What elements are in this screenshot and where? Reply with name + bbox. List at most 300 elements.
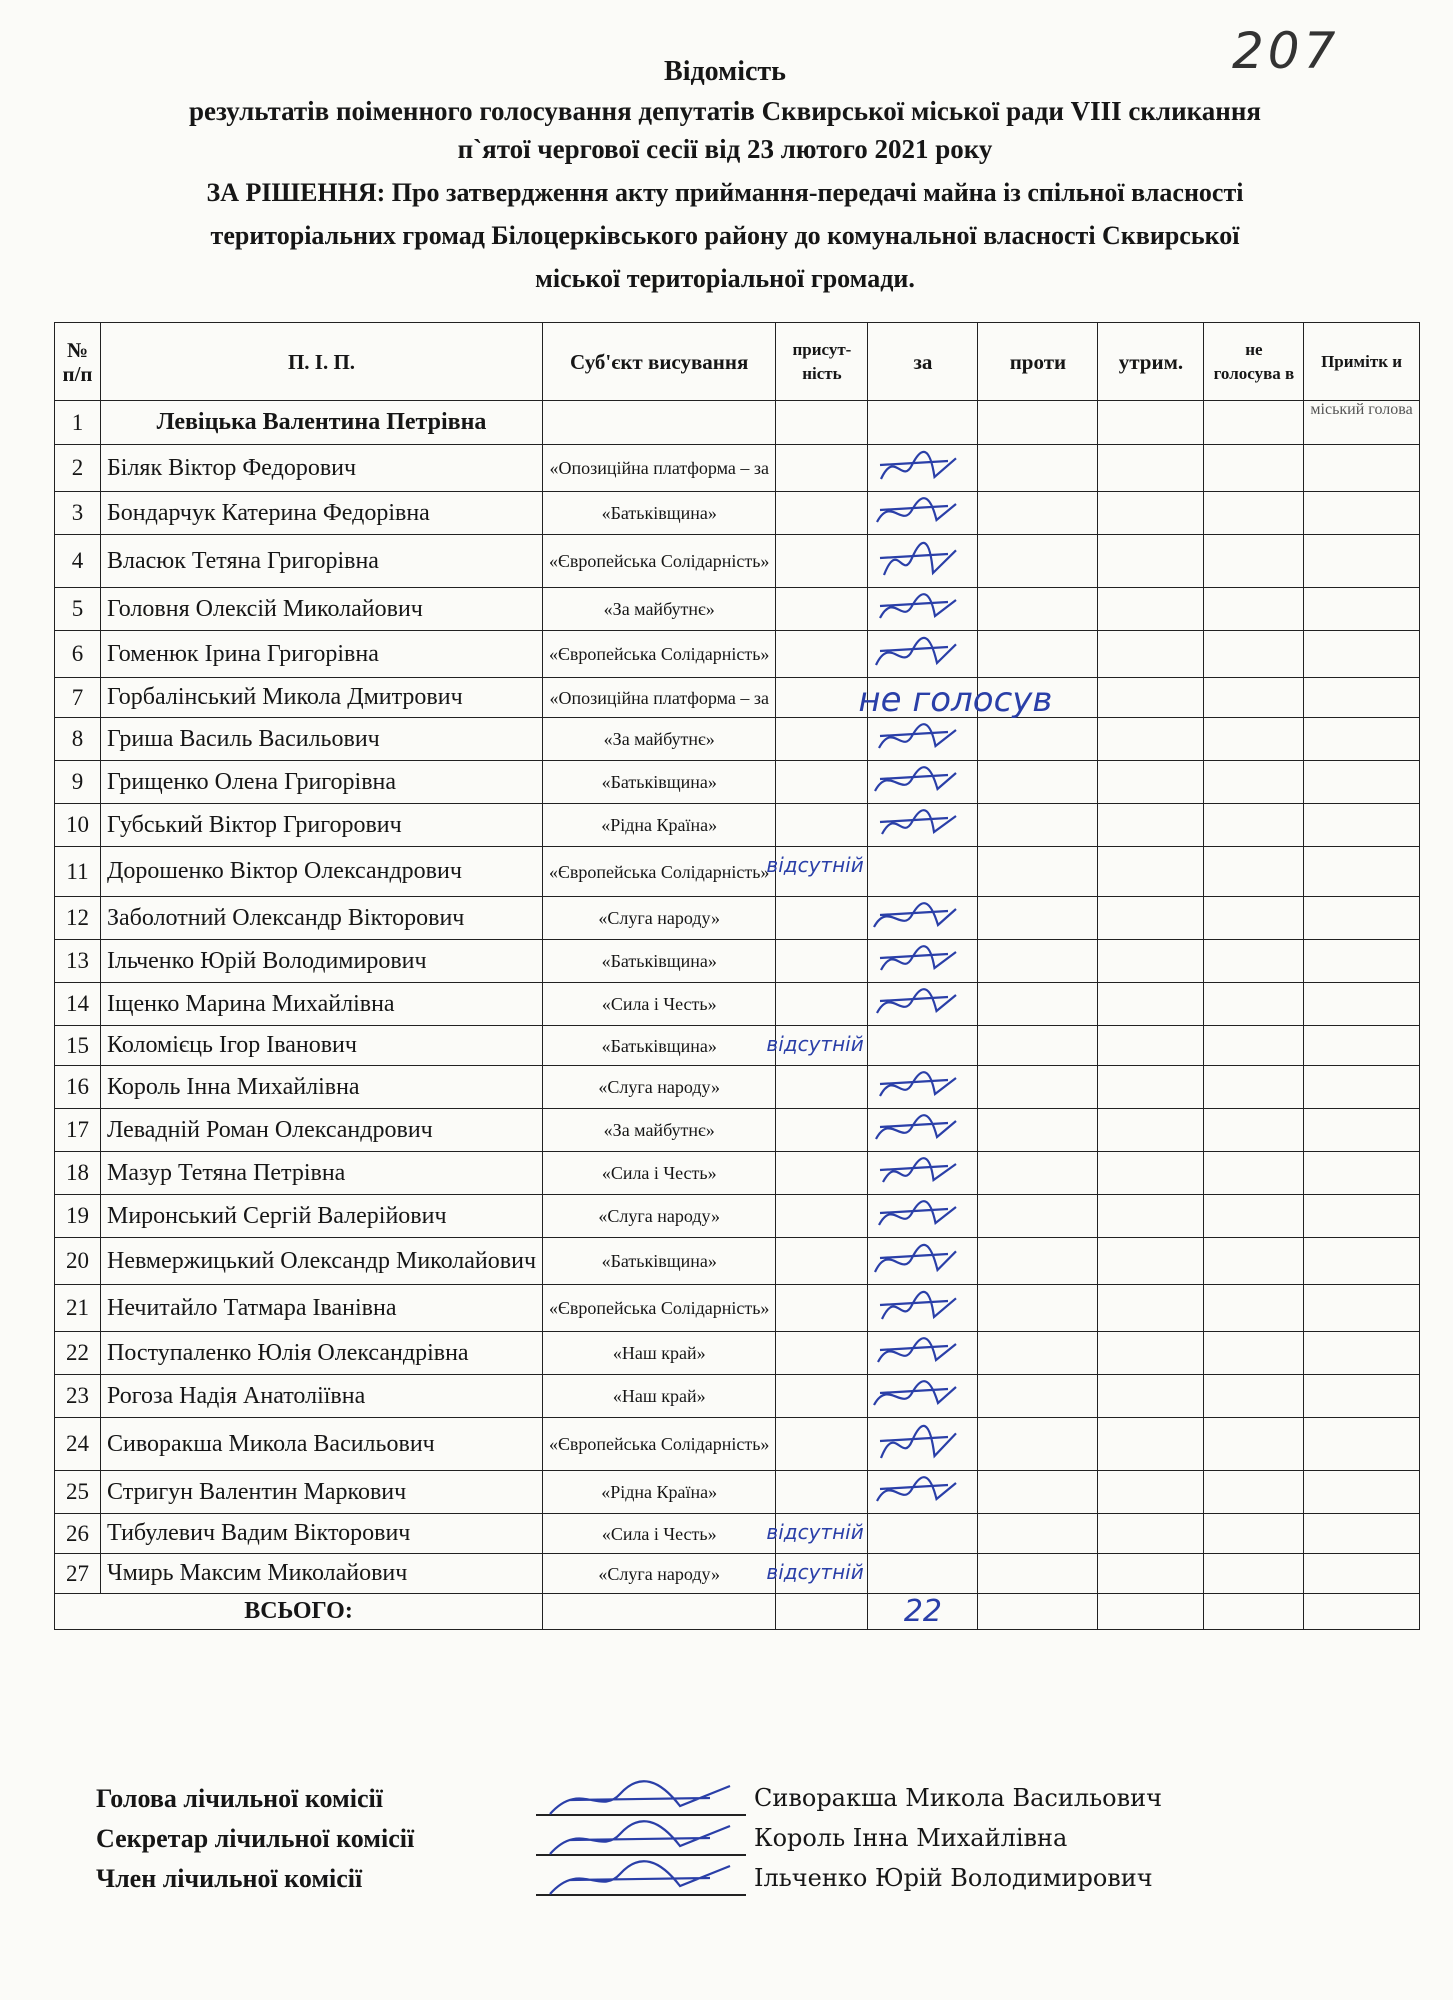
deputy-party: «Європейська Солідарність» — [543, 535, 776, 588]
commission-signature-scribble — [540, 1856, 740, 1902]
not-voted-cell — [1204, 445, 1304, 492]
handwritten-mark: відсутній — [766, 1032, 864, 1056]
for-cell — [868, 1152, 978, 1195]
for-cell — [868, 761, 978, 804]
signature-scribble — [868, 718, 968, 754]
row-number: 13 — [55, 940, 101, 983]
present-cell — [776, 588, 868, 631]
table-row — [55, 1238, 1420, 1285]
row-number: 14 — [55, 983, 101, 1026]
for-cell — [868, 535, 978, 588]
deputy-name: Левадній Роман Олександрович — [101, 1109, 543, 1152]
signature-scribble — [868, 1152, 968, 1188]
abstain-cell — [1098, 1066, 1204, 1109]
not-voted-cell — [1204, 847, 1304, 897]
deputy-name: Заболотний Олександр Вікторович — [101, 897, 543, 940]
note-cell — [1304, 1238, 1419, 1285]
signature-scribble — [868, 940, 968, 976]
row-number: 8 — [55, 718, 101, 761]
not-voted-cell — [1204, 588, 1304, 631]
note-cell — [1304, 1195, 1419, 1238]
row-number: 19 — [55, 1195, 101, 1238]
commission-member-name: Ільченко Юрій Володимирович — [754, 1864, 1153, 1892]
table-row — [55, 1026, 1420, 1066]
document-title: Відомість — [664, 56, 786, 87]
deputy-name: Головня Олексій Миколайович — [101, 588, 543, 631]
not-voted-cell — [1204, 535, 1304, 588]
present-cell — [776, 718, 868, 761]
for-cell — [868, 1026, 978, 1066]
against-cell — [978, 1375, 1098, 1418]
for-cell — [868, 940, 978, 983]
deputy-name: Левіцька Валентина Петрівна — [101, 401, 543, 445]
commission-row — [96, 1864, 1396, 1904]
deputy-party: «Батьківщина» — [543, 761, 776, 804]
note-cell — [1304, 847, 1419, 897]
row-number: 11 — [55, 847, 101, 897]
commission-member-name: Король Інна Михайлівна — [754, 1824, 1068, 1852]
not-voted-cell — [1204, 940, 1304, 983]
abstain-cell — [1098, 897, 1204, 940]
note-cell — [1304, 1109, 1419, 1152]
commission-signatures — [96, 1784, 1396, 1904]
total-not-voted-cell — [1204, 1594, 1304, 1630]
for-cell — [868, 1418, 978, 1471]
signature-scribble — [868, 631, 968, 671]
abstain-cell — [1098, 804, 1204, 847]
not-voted-cell — [1204, 1109, 1304, 1152]
for-cell — [868, 718, 978, 761]
header-line-2: п`ятої чергової сесії від 23 лютого 2021 року — [457, 134, 993, 164]
present-cell — [776, 492, 868, 535]
table-row — [55, 1418, 1420, 1471]
table-row — [55, 1554, 1420, 1594]
deputy-name: Бондарчук Катерина Федорівна — [101, 492, 543, 535]
abstain-cell — [1098, 445, 1204, 492]
deputy-party: «Сила і Честь» — [543, 1514, 776, 1554]
deputy-name: Чмирь Максим Миколайович — [101, 1554, 543, 1594]
deputy-name: Рогоза Надія Анатоліївна — [101, 1375, 543, 1418]
abstain-cell — [1098, 1418, 1204, 1471]
against-cell — [978, 718, 1098, 761]
deputy-party: «За майбутнє» — [543, 588, 776, 631]
present-cell — [776, 761, 868, 804]
table-row — [55, 804, 1420, 847]
row-number: 23 — [55, 1375, 101, 1418]
present-cell — [776, 1066, 868, 1109]
not-voted-cell — [1204, 1471, 1304, 1514]
col-present: присут-ність — [776, 323, 868, 401]
handwritten-mark: відсутній — [766, 1560, 864, 1584]
page-number: 207 — [1232, 22, 1340, 80]
table-row — [55, 1375, 1420, 1418]
present-cell — [776, 1285, 868, 1332]
table-row — [55, 631, 1420, 678]
present-cell — [776, 1332, 868, 1375]
note-cell — [1304, 1332, 1419, 1375]
deputy-party: «Опозиційна платформа – за — [543, 678, 776, 718]
abstain-cell — [1098, 535, 1204, 588]
note-cell — [1304, 631, 1419, 678]
handwritten-mark: відсутній — [766, 1520, 864, 1544]
for-cell — [868, 588, 978, 631]
signature-scribble — [868, 1109, 968, 1145]
document-header — [60, 52, 1390, 297]
abstain-cell — [1098, 761, 1204, 804]
table-row — [55, 1152, 1420, 1195]
row-number: 25 — [55, 1471, 101, 1514]
abstain-cell — [1098, 401, 1204, 445]
deputy-party: «Батьківщина» — [543, 940, 776, 983]
present-cell — [776, 631, 868, 678]
table-row — [55, 535, 1420, 588]
total-abstain-cell — [1098, 1594, 1204, 1630]
abstain-cell — [1098, 940, 1204, 983]
deputy-name: Грищенко Олена Григорівна — [101, 761, 543, 804]
against-cell — [978, 1238, 1098, 1285]
present-cell — [766, 1554, 868, 1594]
present-cell — [766, 847, 868, 897]
table-row — [55, 983, 1420, 1026]
deputy-name: Дорошенко Віктор Олександрович — [101, 847, 543, 897]
deputy-name: Мазур Тетяна Петрівна — [101, 1152, 543, 1195]
abstain-cell — [1098, 983, 1204, 1026]
against-cell — [978, 1066, 1098, 1109]
for-cell — [868, 983, 978, 1026]
table-row — [55, 445, 1420, 492]
against-cell — [978, 1285, 1098, 1332]
table-row — [55, 897, 1420, 940]
against-cell — [978, 445, 1098, 492]
row-number: 9 — [55, 761, 101, 804]
present-cell — [776, 1471, 868, 1514]
total-label: ВСЬОГО: — [55, 1594, 543, 1630]
note-cell — [1304, 1285, 1419, 1332]
abstain-cell — [1098, 1195, 1204, 1238]
row-number: 2 — [55, 445, 101, 492]
row-number: 21 — [55, 1285, 101, 1332]
present-cell — [776, 678, 868, 718]
not-voted-cell — [1204, 1026, 1304, 1066]
signature-scribble — [868, 1195, 968, 1231]
row-number: 16 — [55, 1066, 101, 1109]
commission-row — [96, 1784, 1396, 1824]
present-cell — [766, 1026, 868, 1066]
row-number: 22 — [55, 1332, 101, 1375]
deputy-name: Гриша Василь Васильович — [101, 718, 543, 761]
not-voted-cell — [1204, 401, 1304, 445]
deputy-party: «За майбутнє» — [543, 718, 776, 761]
col-num: № п/п — [55, 323, 101, 401]
present-cell — [776, 1375, 868, 1418]
deputy-name: Нечитайло Татмара Іванівна — [101, 1285, 543, 1332]
col-name: П. І. П. — [101, 323, 543, 401]
not-voted-cell — [1204, 1418, 1304, 1471]
row-number: 10 — [55, 804, 101, 847]
table-row — [55, 492, 1420, 535]
note-cell — [1304, 1471, 1419, 1514]
total-row — [55, 1594, 1420, 1630]
abstain-cell — [1098, 1332, 1204, 1375]
commission-role: Секретар лічильної комісії — [96, 1824, 415, 1853]
row-number: 5 — [55, 588, 101, 631]
not-voted-cell — [1204, 761, 1304, 804]
deputy-party: «Рідна Країна» — [543, 1471, 776, 1514]
for-cell — [868, 1332, 978, 1375]
abstain-cell — [1098, 678, 1204, 718]
for-cell — [868, 1238, 978, 1285]
row-number: 24 — [55, 1418, 101, 1471]
not-voted-cell — [1204, 1554, 1304, 1594]
deputy-party: «Європейська Солідарність» — [543, 1418, 776, 1471]
row-note: міський голова — [1304, 401, 1419, 445]
not-voted-cell — [1204, 1285, 1304, 1332]
deputy-name: Губський Віктор Григорович — [101, 804, 543, 847]
deputy-party: «Слуга народу» — [543, 1554, 776, 1594]
row-number: 17 — [55, 1109, 101, 1152]
deputy-party: «Сила і Честь» — [543, 983, 776, 1026]
row-number: 7 — [55, 678, 101, 718]
signature-scribble — [868, 1471, 968, 1507]
note-cell — [1304, 492, 1419, 535]
present-cell — [776, 983, 868, 1026]
present-cell — [776, 940, 868, 983]
table-row — [55, 761, 1420, 804]
against-cell — [978, 1026, 1098, 1066]
against-cell — [978, 761, 1098, 804]
not-voted-cell — [1204, 1152, 1304, 1195]
against-cell — [978, 1418, 1098, 1471]
signature-scribble — [868, 761, 968, 797]
for-cell — [868, 847, 978, 897]
against-cell — [978, 1471, 1098, 1514]
signature-scribble — [868, 1238, 968, 1278]
for-cell — [868, 401, 978, 445]
signature-scribble — [868, 535, 968, 581]
table-row — [55, 847, 1420, 897]
col-note: Примітк и — [1304, 323, 1419, 401]
deputy-party: «Наш край» — [543, 1332, 776, 1375]
total-against-cell — [978, 1594, 1098, 1630]
against-cell — [978, 1109, 1098, 1152]
deputy-name: Тибулевич Вадим Вікторович — [101, 1514, 543, 1554]
table-row — [55, 401, 1420, 445]
total-present-cell — [776, 1594, 868, 1630]
deputy-name: Біляк Віктор Федорович — [101, 445, 543, 492]
abstain-cell — [1098, 1238, 1204, 1285]
col-abstain: утрим. — [1098, 323, 1204, 401]
present-cell — [776, 401, 868, 445]
for-cell — [868, 1285, 978, 1332]
table-header-row — [55, 323, 1420, 401]
not-voted-cell — [1204, 804, 1304, 847]
against-cell — [978, 492, 1098, 535]
against-cell — [978, 1332, 1098, 1375]
deputy-party: «Європейська Солідарність» — [543, 847, 776, 897]
decision-line-3: міської територіальної громади. — [535, 264, 915, 293]
deputy-party: «За майбутнє» — [543, 1109, 776, 1152]
present-cell — [776, 804, 868, 847]
abstain-cell — [1098, 1285, 1204, 1332]
note-cell — [1304, 1026, 1419, 1066]
deputy-name: Ільченко Юрій Володимирович — [101, 940, 543, 983]
abstain-cell — [1098, 492, 1204, 535]
abstain-cell — [1098, 1026, 1204, 1066]
for-cell — [858, 678, 1053, 720]
table-row — [55, 1332, 1420, 1375]
for-cell — [868, 1471, 978, 1514]
row-number: 26 — [55, 1514, 101, 1554]
not-voted-cell — [1204, 1066, 1304, 1109]
table-row — [55, 1195, 1420, 1238]
note-cell — [1304, 1375, 1419, 1418]
deputy-name: Власюк Тетяна Григорівна — [101, 535, 543, 588]
present-cell — [776, 535, 868, 588]
signature-scribble — [868, 1418, 968, 1464]
total-party-cell — [543, 1594, 776, 1630]
row-number: 20 — [55, 1238, 101, 1285]
present-cell — [776, 1152, 868, 1195]
commission-member-name: Сиворакша Микола Васильович — [754, 1784, 1162, 1812]
signature-scribble — [868, 492, 968, 528]
against-cell — [978, 535, 1098, 588]
note-cell — [1304, 445, 1419, 492]
against-cell — [978, 1554, 1098, 1594]
against-cell — [978, 897, 1098, 940]
for-cell — [868, 492, 978, 535]
deputy-party: «Батьківщина» — [543, 1026, 776, 1066]
deputy-party: «Рідна Країна» — [543, 804, 776, 847]
present-cell — [776, 897, 868, 940]
abstain-cell — [1098, 1514, 1204, 1554]
commission-role: Член лічильної комісії — [96, 1864, 363, 1893]
commission-role: Голова лічильної комісії — [96, 1784, 383, 1813]
present-cell — [776, 1238, 868, 1285]
not-voted-cell — [1204, 631, 1304, 678]
commission-row — [96, 1824, 1396, 1864]
not-voted-cell — [1204, 897, 1304, 940]
note-cell — [1304, 897, 1419, 940]
not-voted-cell — [1204, 492, 1304, 535]
note-cell — [1304, 761, 1419, 804]
table-row — [55, 718, 1420, 761]
not-voted-cell — [1204, 1332, 1304, 1375]
deputy-name: Сиворакша Микола Васильович — [101, 1418, 543, 1471]
not-voted-cell — [1204, 1195, 1304, 1238]
for-cell — [868, 445, 978, 492]
signature-scribble — [868, 588, 968, 624]
note-cell — [1304, 718, 1419, 761]
total-note-cell — [1304, 1594, 1419, 1630]
not-voted-cell — [1204, 678, 1304, 718]
decision-line-1: ЗА РІШЕННЯ: Про затвердження акту приймання-передачі майна із спільної власності — [206, 178, 1244, 207]
deputy-name: Іщенко Марина Михайлівна — [101, 983, 543, 1026]
abstain-cell — [1098, 1109, 1204, 1152]
col-against: проти — [978, 323, 1098, 401]
not-voted-cell — [1204, 718, 1304, 761]
signature-scribble — [868, 804, 968, 840]
deputy-party: «Європейська Солідарність» — [543, 631, 776, 678]
col-for: за — [868, 323, 978, 401]
handwritten-mark: не голосув — [858, 680, 1053, 720]
signature-scribble — [868, 1375, 968, 1411]
abstain-cell — [1098, 1554, 1204, 1594]
not-voted-cell — [1204, 1238, 1304, 1285]
table-row — [55, 1514, 1420, 1554]
row-number: 3 — [55, 492, 101, 535]
row-number: 6 — [55, 631, 101, 678]
row-number: 12 — [55, 897, 101, 940]
for-cell — [868, 1514, 978, 1554]
deputy-name: Невмержицький Олександр Миколайович — [101, 1238, 543, 1285]
present-cell — [776, 445, 868, 492]
row-number: 15 — [55, 1026, 101, 1066]
row-number: 27 — [55, 1554, 101, 1594]
signature-scribble — [868, 1332, 968, 1368]
signature-scribble — [868, 445, 968, 485]
deputy-party: «Батьківщина» — [543, 1238, 776, 1285]
against-cell — [978, 1195, 1098, 1238]
deputy-party: «Наш край» — [543, 1375, 776, 1418]
deputy-party: «Слуга народу» — [543, 1195, 776, 1238]
against-cell — [978, 940, 1098, 983]
abstain-cell — [1098, 847, 1204, 897]
deputy-party: «Європейська Солідарність» — [543, 1285, 776, 1332]
note-cell — [1304, 1554, 1419, 1594]
signature-scribble — [868, 897, 968, 933]
note-cell — [1304, 1066, 1419, 1109]
abstain-cell — [1098, 718, 1204, 761]
note-cell — [1304, 1418, 1419, 1471]
abstain-cell — [1098, 631, 1204, 678]
present-cell — [776, 1418, 868, 1471]
note-cell — [1304, 588, 1419, 631]
signature-scribble — [868, 983, 968, 1019]
signature-scribble — [868, 1285, 968, 1325]
deputy-party: «Слуга народу» — [543, 1066, 776, 1109]
row-number: 1 — [55, 401, 101, 445]
against-cell — [978, 1152, 1098, 1195]
not-voted-cell — [1204, 1514, 1304, 1554]
note-cell — [1304, 804, 1419, 847]
deputy-name: Миронський Сергій Валерійович — [101, 1195, 543, 1238]
handwritten-mark: відсутній — [766, 853, 864, 877]
note-cell — [1304, 678, 1419, 718]
deputy-name: Гоменюк Ірина Григорівна — [101, 631, 543, 678]
present-cell — [766, 1514, 868, 1554]
note-cell — [1304, 940, 1419, 983]
for-cell — [868, 1195, 978, 1238]
for-cell — [868, 897, 978, 940]
table-row — [55, 1471, 1420, 1514]
row-number: 18 — [55, 1152, 101, 1195]
table-row — [55, 940, 1420, 983]
abstain-cell — [1098, 588, 1204, 631]
for-cell — [868, 631, 978, 678]
for-cell — [868, 804, 978, 847]
against-cell — [978, 1514, 1098, 1554]
against-cell — [978, 804, 1098, 847]
present-cell — [776, 1195, 868, 1238]
for-cell — [868, 1375, 978, 1418]
abstain-cell — [1098, 1152, 1204, 1195]
col-not-voted: не голосува в — [1204, 323, 1304, 401]
deputy-name: Стригун Валентин Маркович — [101, 1471, 543, 1514]
table-row — [55, 678, 1420, 718]
deputy-party — [543, 401, 776, 445]
decision-line-2: територіальних громад Білоцерківського району до комунальної власності Сквирської — [210, 221, 1240, 250]
deputy-name: Поступаленко Юлія Олександрівна — [101, 1332, 543, 1375]
